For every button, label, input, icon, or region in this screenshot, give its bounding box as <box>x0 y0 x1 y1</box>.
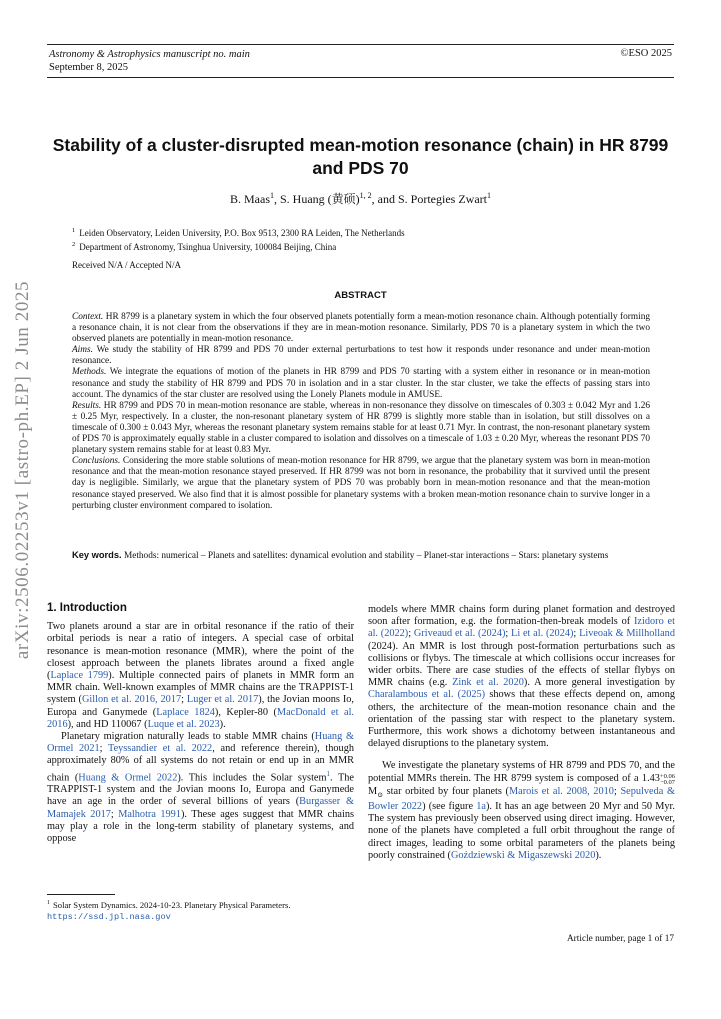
citation-link[interactable]: MacDonald et al. 2016 <box>47 706 355 730</box>
abstract-text: We study the stability of HR 8799 and PDS 70 under external perturbations to test how it responds under resonance and under mean-motion resonance. <box>72 345 650 367</box>
abstract-aims <box>72 345 650 367</box>
paper-title: Stability of a cluster-disrupted mean-motion resonance (chain) in HR 8799 and PDS 70 <box>52 135 669 178</box>
abstract-label: Results. <box>72 400 102 411</box>
citation-link[interactable]: Izidoro et al. (2022) <box>368 616 675 640</box>
citation-link[interactable]: Burgasser & Mamajek 2017 <box>47 796 354 820</box>
author-1: B. Maas <box>230 192 270 206</box>
section-heading: 1. Introduction <box>47 602 127 614</box>
abstract-methods <box>72 367 650 400</box>
citation-link[interactable]: Liveoak & Millholland <box>579 628 675 640</box>
abstract-label: Methods. <box>72 367 107 378</box>
affiliation <box>72 225 405 239</box>
author-2-affil: 1, 2 <box>359 191 372 200</box>
manuscript-line: Astronomy & Astrophysics manuscript no. main <box>49 49 250 60</box>
citation-link[interactable]: Malhotra 1991 <box>118 808 181 820</box>
abstract-results <box>72 401 650 456</box>
affiliation-number: 2 <box>72 241 76 248</box>
footnote-number: 1 <box>47 900 50 906</box>
abstract-text: We integrate the equations of motion of the planets in HR 8799 and PDS 70 starting with a system either in resonance or in mean-motion resonance and study the stability of HR 8799 and PDS 70 in isolation and in a star cluster. In the star cluster, we take the effects of passing stars into account. The dynamics of the star cluster are resolved using the Lonely Planets module in AMUSE. <box>72 367 650 400</box>
citation-link[interactable]: Li et al. (2024) <box>511 628 574 640</box>
footnote-rule <box>47 894 115 895</box>
abstract <box>72 312 650 512</box>
abstract-text: Considering the more stable solutions of mean-motion resonance for HR 8799, we argue that the planetary system was born in mean-motion resonance and that the mean-motion resonance stayed preserved. If HR 8799 was not born in resonance, the probability that it survived until the present day is negligible. Similarly, we argue that the planetary system of PDS 70 was probably born in mean-motion resonance and that the mean-motion resonance stayed preserved. We also find that it is almost possible for planetary systems with a broken mean-motion resonance chain to survive longer in a perturbing cluster environment compared to isolation. <box>72 456 650 511</box>
footnote-marker[interactable]: 1 <box>326 769 331 778</box>
footnote-text: Solar System Dynamics. 2024-10-23. Planetary Physical Parameters. <box>53 899 291 910</box>
paragraph: Planetary migration naturally leads to stable MMR chains (Huang & Ormel 2021; Teyssandier et al. 2022, and reference therein), though approximately 80% of all systems do not retain or end up in an MMR chain (Huang & Ormel 2022). This includes the Solar system$^1$. The TRAPPIST-1 system and the Jovian moons Io, Europa and Ganymede have an age in the order of several billions of years (Burgasser & Mamajek 2017; Malhotra 1991). These ages suggest that MMR chains may play a role in the long-term stability of planetary systems, and oppose <box>47 731 354 845</box>
citation-link[interactable]: Zink et al. 2020 <box>452 677 524 689</box>
abstract-text: HR 8799 and PDS 70 in mean-motion resonance are stable, whereas in non-resonance they dissolve on timescales of 0.303 ± 0.042 Myr and 1.26 ± 0.25 Myr, respectively. In a cluster, the non-resonant planetary system of HR 8799 is slightly more stable than in isolation, but still dissolves on a timescale of 0.300 ± 0.043 Myr, whereas the resonant planetary system remains stable for at least 0.71 Myr. In contrast, the non-resonant planetary system of PDS 70 is approximately equally stable in a cluster compared to isolation and dissolves on a timescale of 1.03 ± 0.20 Myr, whereas the resonant PDS 70 planetary system remains stable for at least 0.83 Myr. <box>72 400 650 456</box>
affiliation-number: 1 <box>72 227 76 234</box>
abstract-label: Aims. <box>72 345 93 356</box>
arxiv-stamp-text: arXiv:2506.02253v1 [astro-ph.EP] 2 Jun 2025 <box>12 280 33 660</box>
keywords-text: Methods: numerical – Planets and satellites: dynamical evolution and stability – Planet-star interactions – Stars: planetary systems <box>123 551 609 561</box>
keywords-label: Key words. <box>72 550 122 560</box>
affiliations <box>72 225 405 253</box>
citation-link[interactable]: Goździewski & Migaszewski 2020 <box>450 849 596 861</box>
column-right <box>368 604 675 862</box>
copyright: ©ESO 2025 <box>620 48 672 59</box>
abstract-label: Context. <box>72 312 104 322</box>
author-3-affil: 1 <box>486 191 491 200</box>
affiliation-text: Department of Astronomy, Tsinghua University, 100084 Beijing, China <box>79 242 337 252</box>
keywords <box>72 550 650 562</box>
citation-link[interactable]: Marois et al. 2008, 2010 <box>508 785 614 797</box>
citation-link[interactable]: Luque et al. 2023 <box>147 718 220 730</box>
column-left <box>47 602 354 845</box>
citation-link[interactable]: Huang & Ormel 2022 <box>78 772 178 784</box>
citation-link[interactable]: Gillon et al. 2016, 2017 <box>81 694 182 706</box>
page-number: Article number, page 1 of 17 <box>566 934 674 944</box>
author-1-affil: 1 <box>270 191 274 200</box>
citation-link[interactable]: Sepulveda & Bowler 2022 <box>368 785 675 812</box>
journal-header <box>47 44 674 78</box>
abstract-context <box>72 312 650 345</box>
figure-link[interactable]: 1a <box>476 800 486 812</box>
citation-link[interactable]: Griveaud et al. (2024) <box>413 628 506 640</box>
author-2: , S. Huang (黄硕) <box>274 192 360 206</box>
abstract-text: HR 8799 is a planetary system in which the four observed planets potentially form a mean-motion resonance chain. Although potentially forming a resonance chain, it is not clear from the observations if they are in mean-motion resonance. Similarly, PDS 70 is a planetary system in which the two observed planets are potentially in mean-motion resonance. <box>72 312 650 345</box>
arxiv-stamp <box>3 280 43 660</box>
mass-uncertainty: +0.06 −0.07 <box>659 772 675 786</box>
paragraph: We investigate the planetary systems of HR 8799 and PDS 70, and the potential MMRs therein. The HR 8799 system is composed of a 1.43 +0.06 −0.07 $M_⊙$ star orbited by four planets (Marois et al. 2008, 2010; Sepulveda & Bowler 2022) (see figure 1a). It has an age between 20 Myr and 50 Myr. The system has previously been observed using direct imaging. However, none of the planets have completed a full orbit throughout the range of direct images, leading to some orbital parameters of the planets being poorly constrained (Goździewski & Migaszewski 2020). <box>368 760 675 861</box>
paragraph-gap <box>368 750 675 760</box>
abstract-label: Conclusions. <box>72 456 121 467</box>
footnote <box>47 898 354 923</box>
author-list <box>47 190 674 207</box>
manuscript-date: September 8, 2025 <box>49 62 129 73</box>
sun-symbol: ⊙ <box>377 790 384 799</box>
paragraph: Two planets around a star are in orbital resonance if the ratio of their orbital periods is near a ratio of integers. A special case of orbital resonance is mean-motion resonance (MMR), where the point of the closest approach between the planets librates around a fixed angle (Laplace 1799). Multiple connected pairs of planets in MMR form an MMR chain. Well-known examples of MMR chains are the TRAPPIST-1 system (Gillon et al. 2016, 2017; Luger et al. 2017), the Jovian moons Io, Europa and Ganymede (Laplace 1824), Kepler-80 (MacDonald et al. 2016), and HD 110067 (Luque et al. 2023). <box>47 621 355 730</box>
affiliation <box>72 239 405 253</box>
citation-link[interactable]: Huang & Ormel 2021 <box>47 731 354 755</box>
author-3: , and S. Portegies Zwart <box>371 192 487 206</box>
header-left <box>49 48 250 74</box>
citation-link[interactable]: Laplace 1824 <box>156 706 215 718</box>
citation-link[interactable]: Charalambous et al. (2025) <box>368 689 486 701</box>
received-line: Received N/A / Accepted N/A <box>72 260 181 270</box>
citation-link[interactable]: Teyssandier et al. 2022 <box>108 743 213 755</box>
abstract-heading: ABSTRACT <box>334 290 387 301</box>
affiliation-text: Leiden Observatory, Leiden University, P.O. Box 9513, 2300 RA Leiden, The Netherlands <box>79 228 405 238</box>
citation-link[interactable]: Luger et al. 2017 <box>186 694 259 706</box>
citation-link[interactable]: Laplace 1799 <box>50 670 109 682</box>
footnote-url[interactable]: https://ssd.jpl.nasa.gov <box>47 911 171 922</box>
abstract-conclusions <box>72 456 650 511</box>
paragraph: models where MMR chains form during planet formation and destroyed soon after formation, e.g. the formation-then-break models of Izidoro et al. (2022); Griveaud et al. (2024); Li et al. (2024); Liveoak & Millholland (2024). An MMR is lost through post-formation perturbations such as collisions or flybys. The timescale at which collisions occur increases for wider orbits. There are case studies of the effects of stellar flybys on MMR chains (e.g. Zink et al. 2020). A more general investigation by Charalambous et al. (2025) shows that these effects depend on, among others, the architecture of the mean-motion resonance chain and the orientation of the passing star with respect to the planetary system. Furthermore, this work shows a dichotomy between instantaneous and delayed disruptions to the planetary system. <box>368 604 675 750</box>
